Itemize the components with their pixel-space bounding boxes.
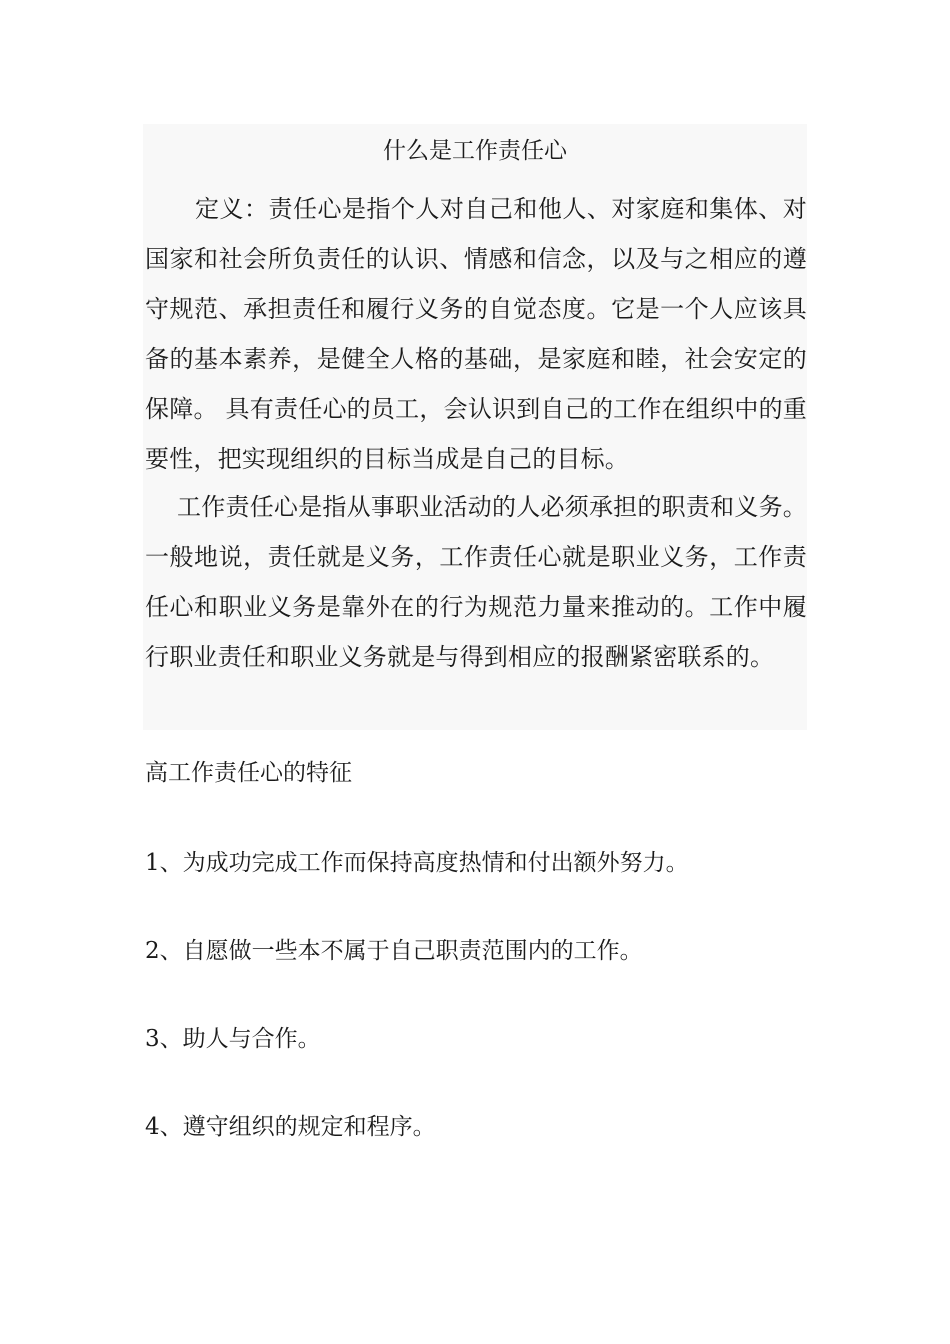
list-item: 1、为成功完成工作而保持高度热情和付出额外努力。	[145, 850, 689, 876]
list-item: 3、助人与合作。	[145, 1026, 321, 1052]
list-item: 4、遵守组织的规定和程序。	[145, 1114, 436, 1140]
document-title: 什么是工作责任心	[383, 138, 567, 164]
section-heading: 高工作责任心的特征	[145, 760, 352, 786]
list-item: 2、自愿做一些本不属于自己职责范围内的工作。	[145, 938, 643, 964]
definition-paragraph: 定义：责任心是指个人对自己和他人、对家庭和集体、对国家和社会所负责任的认识、情感和信念，以及与之相应的遵守规范、承担责任和履行义务的自觉态度。它是一个人应该具备的基本素养，是健全人格的基础，是家庭和睦，社会安定的保障。 具有责任心的员工，会认识到自己的工作在组织中的重要性，把实现组织的目标当成是自己的目标。	[145, 195, 807, 473]
characteristics-list	[145, 843, 807, 1195]
work-responsibility-paragraph: 工作责任心是指从事职业活动的人必须承担的职责和义务。一般地说，责任就是义务，工作责任心就是职业义务，工作责任心和职业义务是靠外在的行为规范力量来推动的。工作中履行职业责任和职业义务就是与得到相应的报酬紧密联系的。	[145, 493, 807, 671]
